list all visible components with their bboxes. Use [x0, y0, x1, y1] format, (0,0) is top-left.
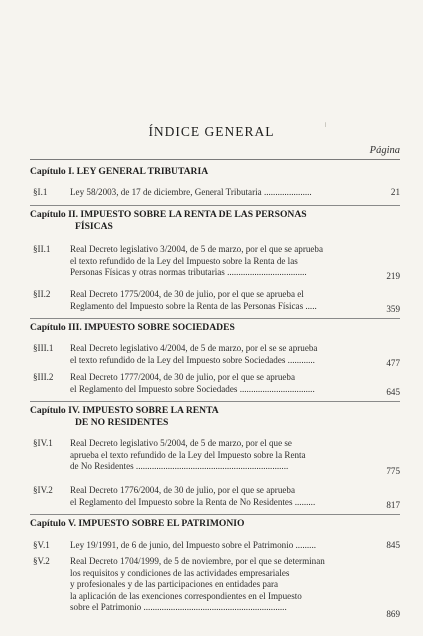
entry-line: de No Residentes ...................................................................: [70, 461, 289, 471]
section-number: §IV.2: [33, 485, 53, 495]
section-number: §I.1: [33, 187, 48, 197]
entry-line: aprueba el texto refundido de la Ley del Impuesto sobre la Renta: [70, 449, 306, 460]
chapter-heading-line: Capítulo V. IMPUESTO SOBRE EL PATRIMONIO: [30, 518, 245, 529]
entry-line: Real Decreto legislativo 3/2004, de 5 de marzo, por el que se aprueba: [70, 244, 324, 254]
section-number: §V.2: [33, 556, 50, 566]
section-number: §IV.1: [33, 438, 53, 448]
page-number: 775: [386, 466, 400, 476]
divider: [30, 514, 400, 515]
entry-line: sobre el Patrimonio ...............................................................: [70, 602, 287, 612]
divider: [30, 401, 400, 402]
entry-text: [70, 556, 364, 614]
entry-line: el Reglamento del Impuesto sobre la Renta de No Residentes .........: [70, 496, 316, 507]
entry-line: Ley 19/1991, de 6 de junio, del Impuesto sobre el Patrimonio .........: [70, 540, 316, 550]
page-number: 817: [386, 500, 400, 510]
entry-line: los requisitos y condiciones de las actividades empresariales: [70, 567, 290, 578]
chapter-heading-line: FÍSICAS: [75, 221, 113, 232]
page-number: 359: [386, 304, 400, 314]
page-number: 845: [386, 540, 400, 550]
chapter-heading-3: [30, 322, 400, 334]
section-number: §V.1: [33, 540, 50, 550]
chapter-heading-line: Capítulo II. IMPUESTO SOBRE LA RENTA DE LAS PERSONAS: [30, 209, 307, 220]
entry-line: Real Decreto 1777/2004, de 30 de julio, por el que se aprueba: [70, 372, 295, 382]
entry-text: [70, 372, 364, 395]
entry-line: la aplicación de las exenciones correspondientes en el Impuesto: [70, 590, 302, 601]
section-number: §II.2: [33, 289, 51, 299]
entry-text: [70, 244, 364, 279]
chapter-heading-1: [30, 166, 400, 178]
page-number: 645: [386, 387, 400, 397]
entry-line: Real Decreto 1775/2004, de 30 de julio, por el que se aprueba el: [70, 289, 304, 299]
entry-line: y profesionales y de las participaciones en entidades para: [70, 579, 279, 589]
chapter-heading-2: [30, 209, 400, 233]
entry-line: Real Decreto legislativo 5/2004, de 5 de marzo, por el que se: [70, 438, 292, 448]
section-number: §III.2: [33, 372, 54, 382]
chapter-heading-line: DE NO RESIDENTES: [75, 417, 169, 428]
entry-text: [70, 485, 364, 508]
page-number: 219: [386, 271, 400, 281]
entry-line: Real Decreto 1776/2004, de 30 de julio, por el que se aprueba: [70, 485, 295, 495]
entry-text: [70, 343, 364, 366]
chapter-heading-line: Capítulo IV. IMPUESTO SOBRE LA RENTA: [30, 405, 219, 416]
entry-line: el Reglamento del Impuesto sobre Sociedades .................................: [70, 383, 315, 394]
divider: [30, 205, 400, 206]
entry-line: Real Decreto legislativo 4/2004, de 5 de marzo, por el se se aprueba: [70, 343, 318, 353]
entry-text: [70, 540, 364, 552]
entry-line: el texto refundido de la Ley del Impuesto sobre Sociedades ............: [70, 354, 315, 365]
entry-line: Personas Físicas y otras normas tributarias ...................................: [70, 267, 307, 277]
entry-line: el texto refundido de la Ley del Impuesto sobre la Renta de las: [70, 255, 298, 266]
entry-line: Ley 58/2003, de 17 de diciembre, General Tributaria .....................: [70, 187, 312, 197]
divider: [30, 318, 400, 319]
chapter-heading-line: Capítulo I. LEY GENERAL TRIBUTARIA: [30, 166, 209, 177]
chapter-heading-4: [30, 405, 400, 429]
page-number: 477: [386, 358, 400, 368]
entry-text: [70, 289, 364, 312]
entry-text: [70, 187, 364, 199]
entry-text: [70, 438, 364, 473]
page-title: ÍNDICE GENERAL: [148, 124, 275, 139]
page-number: 869: [386, 609, 400, 619]
pagina-column-label: Página: [369, 145, 400, 156]
header-rule: [30, 159, 400, 160]
section-number: §III.1: [33, 343, 54, 353]
entry-line: Real Decreto 1704/1999, de 5 de noviembre, por el que se determinan: [70, 556, 325, 566]
chapter-heading-5: [30, 518, 400, 530]
page-number: 21: [390, 187, 400, 197]
chapter-heading-line: Capítulo III. IMPUESTO SOBRE SOCIEDADES: [30, 322, 235, 333]
section-number: §II.1: [33, 244, 51, 254]
pencil-mark: ╷: [323, 118, 328, 127]
entry-line: Reglamento del Impuesto sobre la Renta de las Personas Físicas .....: [70, 300, 317, 311]
